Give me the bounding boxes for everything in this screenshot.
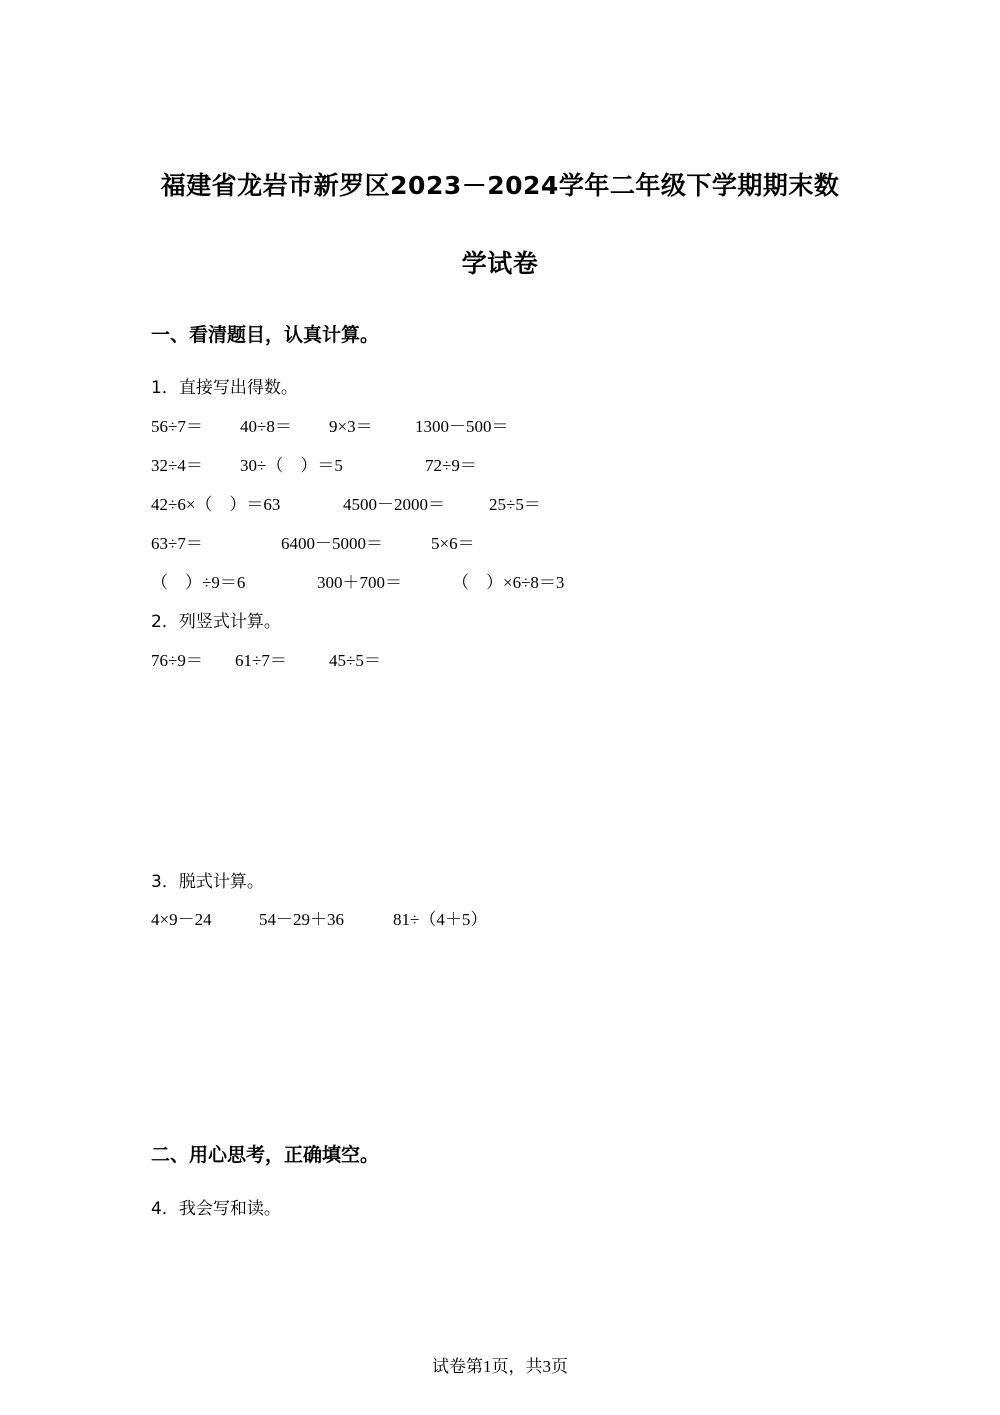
q2-expression: 76÷9＝ <box>151 651 203 670</box>
question-3-label: 3．脱式计算。 <box>151 872 264 892</box>
document-title-line-2: 学试卷 <box>461 249 539 278</box>
q1-expression: 72÷9＝ <box>425 456 477 475</box>
document-title-line-1: 福建省龙岩市新罗区2023－2024学年二年级下学期期末数 <box>160 171 840 200</box>
q1-expression: 42÷6×（ ）＝63 <box>151 495 281 514</box>
question-4-label: 4．我会写和读。 <box>151 1199 281 1219</box>
q1-expression: 30÷（ ）＝5 <box>240 456 343 475</box>
section-1-heading: 一、看清题目，认真计算。 <box>151 324 380 346</box>
q2-expression: 61÷7＝ <box>235 651 287 670</box>
q1-expression: 1300－500＝ <box>415 417 509 436</box>
question-2-label: 2．列竖式计算。 <box>151 612 281 632</box>
q2-expression: 45÷5＝ <box>329 651 381 670</box>
q1-expression: 4500－2000＝ <box>343 495 445 514</box>
page-footer: 试卷第1页，共3页 <box>432 1357 568 1376</box>
q1-expression: 32÷4＝ <box>151 456 203 475</box>
q1-expression: 5×6＝ <box>431 534 475 553</box>
q1-expression: （ ）×6÷8＝3 <box>452 573 565 592</box>
q1-expression: 6400－5000＝ <box>281 534 383 553</box>
q3-expression: 81÷（4＋5） <box>393 910 488 929</box>
q3-expression: 4×9－24 <box>151 910 212 929</box>
q1-expression: 56÷7＝ <box>151 417 203 436</box>
q1-expression: 300＋700＝ <box>317 573 402 592</box>
q1-expression: 63÷7＝ <box>151 534 203 553</box>
q1-expression: 40÷8＝ <box>240 417 292 436</box>
q1-expression: （ ）÷9＝6 <box>151 573 246 592</box>
q1-expression: 25÷5＝ <box>489 495 541 514</box>
question-1-label: 1．直接写出得数。 <box>151 378 298 398</box>
section-2-heading: 二、用心思考，正确填空。 <box>151 1144 380 1166</box>
q1-expression: 9×3＝ <box>329 417 373 436</box>
q3-expression: 54－29＋36 <box>259 910 344 929</box>
